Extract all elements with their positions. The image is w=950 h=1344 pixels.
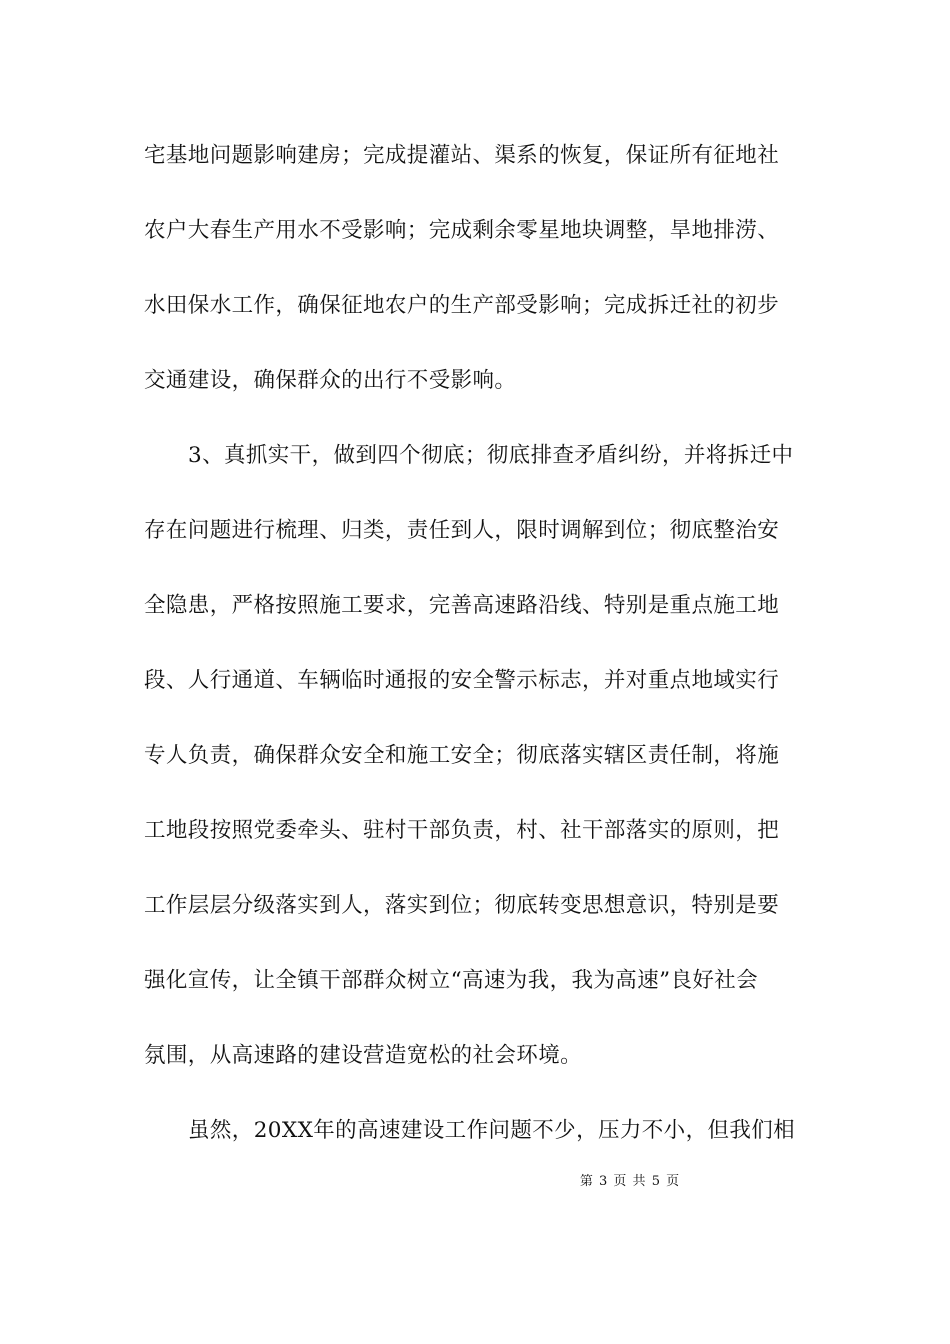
- paragraph-1-line-1: 宅基地问题影响建房；完成提灌站、渠系的恢复，保证所有征地社: [144, 143, 780, 168]
- paragraph-2-line-9: 氛围，从高速路的建设营造宽松的社会环境。: [144, 1043, 583, 1068]
- paragraph-1-line-4: 交通建设，确保群众的出行不受影响。: [144, 368, 517, 393]
- paragraph-2-line-7: 工作层层分级落实到人，落实到位；彻底转变思想意识，特别是要: [144, 893, 780, 918]
- paragraph-2-line-3: 全隐患，严格按照施工要求，完善高速路沿线、特别是重点施工地: [144, 593, 780, 618]
- paragraph-2-line-5: 专人负责，确保群众安全和施工安全；彻底落实辖区责任制，将施: [144, 743, 780, 768]
- paragraph-1-line-3: 水田保水工作，确保征地农户的生产部受影响；完成拆迁社的初步: [144, 293, 780, 318]
- paragraph-2-line-2: 存在问题进行梳理、归类，责任到人，限时调解到位；彻底整治安: [144, 518, 780, 543]
- page-number-footer: 第 3 页 共 5 页: [579, 1174, 681, 1189]
- paragraph-2-line-6: 工地段按照党委牵头、驻村干部负责，村、社干部落实的原则，把: [144, 818, 780, 843]
- paragraph-2-line-1: 3、真抓实干，做到四个彻底；彻底排查矛盾纠纷，并将拆迁中: [188, 443, 794, 468]
- paragraph-3-line-1: 虽然，20XX年的高速建设工作问题不少，压力不小，但我们相: [188, 1118, 796, 1143]
- paragraph-1-line-2: 农户大春生产用水不受影响；完成剩余零星地块调整，旱地排涝、: [144, 218, 780, 243]
- paragraph-2-line-4: 段、人行通道、车辆临时通报的安全警示标志，并对重点地域实行: [144, 668, 780, 693]
- paragraph-2-line-8: 强化宣传，让全镇干部群众树立“高速为我，我为高速”良好社会: [144, 968, 759, 993]
